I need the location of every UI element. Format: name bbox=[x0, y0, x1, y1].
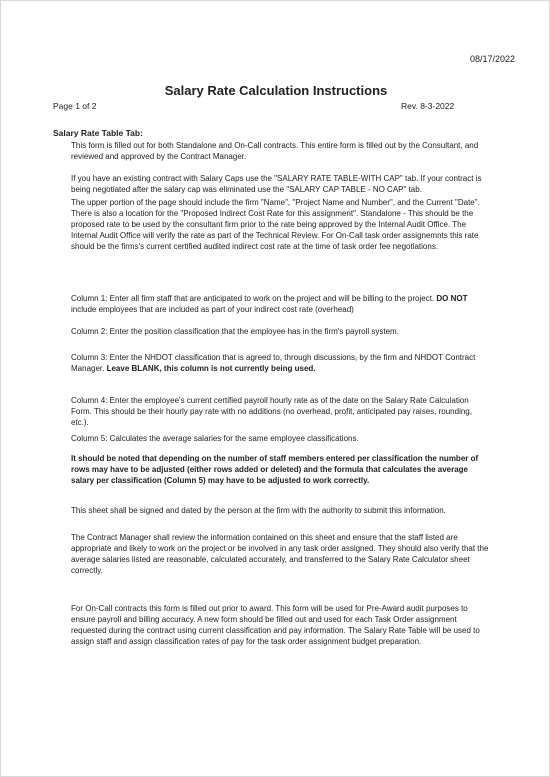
column-1-text-end: include employees that are included as part of your indirect cost rate (overhead) bbox=[71, 305, 354, 314]
paragraph-intro: This form is filled out for both Standalone and On-Call contracts. This entire form is filled out by the Consultant, and reviewed and approved by the Contract Manager. bbox=[71, 141, 479, 161]
paragraph-contract-manager-review: The Contract Manager shall review the information contained on this sheet and ensure that the staff listed are appropriate and likely to work on the project or be involved in any task order assigned. They should also verify that the average salaries listed are reasonable, calculated accurately, and transferred to the Salary Rate Calculator sheet correctly. bbox=[71, 533, 489, 575]
paragraph-on-call: For On-Call contracts this form is filled out prior to award. This form will be used for Pre-Award audit purposes to ensure payroll and billing accuracy. A new form should be filled out and used for each Task Order assignment requested during the contract using current classification and pay information. The Salary Rate Table will be used to assign staff and assign classification rates of pay for the task order assignment budget preparation. bbox=[71, 604, 480, 646]
paragraph-signature: This sheet shall be signed and dated by the person at the firm with the authority to submit this information. bbox=[71, 506, 446, 515]
column-3-emphasis: Leave BLANK, this column is not currently being used. bbox=[106, 364, 316, 373]
page-number: Page 1 of 2 bbox=[53, 101, 97, 111]
paragraph-column-2: Column 2: Enter the position classification that the employee has in the firm's payroll system. bbox=[71, 327, 399, 336]
revision-date: Rev. 8-3-2022 bbox=[401, 101, 455, 111]
paragraph-note: It should be noted that depending on the number of staff members entered per classification the number of rows may have to be adjusted (either rows added or deleted) and the formula that calculates the average salary per classification (Column 5) may have to be adjusted to work correctly. bbox=[71, 454, 479, 485]
paragraph-salary-cap: If you have an existing contract with Salary Caps use the "SALARY RATE TABLE-WITH CAP" tab. If your contract is being negotiated after the salary cap was eliminated use the "SALARY CAP TABLE - NO CAP" tab. bbox=[71, 174, 482, 194]
column-1-emphasis: DO NOT bbox=[436, 294, 468, 303]
column-3-text: Column 3: Enter the NHDOT classification that is agreed to, through discussions, by the firm and NHDOT Contract Manager. bbox=[71, 353, 476, 373]
section-heading: Salary Rate Table Tab: bbox=[53, 128, 143, 138]
column-1-text: Column 1: Enter all firm staff that are anticipated to work on the project and will be billing to the project. bbox=[71, 294, 437, 303]
document-title: Salary Rate Calculation Instructions bbox=[164, 83, 388, 98]
document-date: 08/17/2022 bbox=[469, 54, 515, 64]
paragraph-column-1 bbox=[71, 293, 491, 315]
paragraph-column-5: Column 5: Calculates the average salaries for the same employee classifications. bbox=[71, 434, 359, 443]
paragraph-column-4: Column 4: Enter the employee's current certified payroll hourly rate as of the date on the Salary Rate Calculation Form. This should be their hourly pay rate with no additions (no overhead, profit, anticipated pay raises, rounding, etc.). bbox=[71, 396, 472, 427]
paragraph-upper-portion: The upper portion of the page should include the firm "Name", "Project Name and Number", and the Current "Date". There is also a location for the "Proposed Indirect Cost Rate for this assignment". Standalone - This should be the proposed rate to be used by the consultant firm prior to the rate being approved by the Internal Audit Office. The Internal Audit Office will verify the rate as part of the Technical Review. For On-Call task order assignemnts this rate should be the firms's current certified audited indirect cost rate at the time of task order fee negotiations. bbox=[71, 198, 480, 251]
paragraph-column-3 bbox=[71, 352, 491, 374]
